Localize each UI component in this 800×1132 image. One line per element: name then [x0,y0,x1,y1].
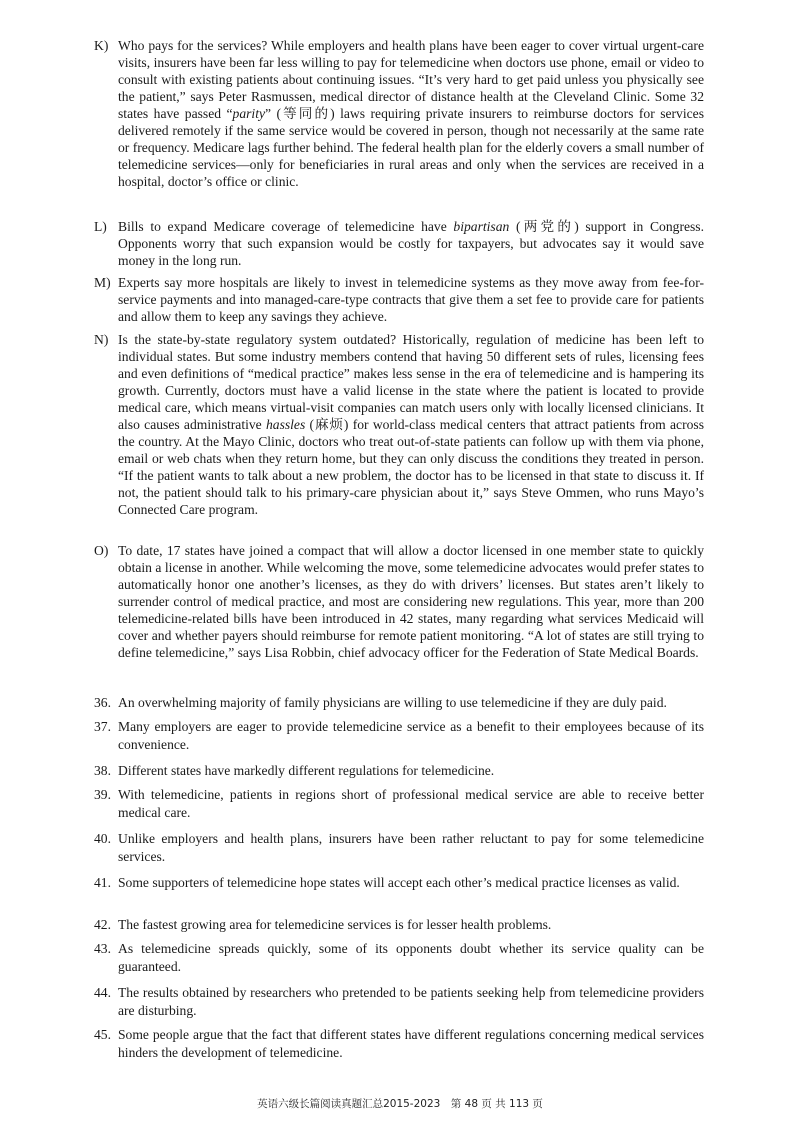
passage-paragraph [94,542,704,661]
question-item [94,718,704,753]
passage-paragraph [94,274,704,325]
paragraph-text: To date, 17 states have joined a compact that will allow a doctor licensed in one member state to quickly obtain a license in another. While welcoming the move, some telemedicine advocates would prefer states to automatically honor one another’s licenses, as they do with drivers’ licenses. But states aren’t likely to surrender control of medical practice, and most are considering new regulations. This year, more than 200 telemedicine-related bills have been introduced in 42 states, many regarding what services Medicaid will cover and whether payers should reimburse for remote patient monitoring. “A lot of states are still trying to define telemedicine,” says Lisa Robbin, chief advocacy officer for the Federation of State Medical Boards. [118,543,704,660]
passage-paragraph [94,331,704,518]
passage-paragraph [94,218,704,269]
question-item [94,916,704,934]
question-item [94,1026,704,1061]
question-text: Some supporters of telemedicine hope states will accept each other’s medical practice licenses as valid. [118,875,680,890]
paragraph-text: (两党的) support in Congress. Opponents worry that such expansion would be costly for taxpayers, but advocates say it would save money in the long run. [118,219,704,268]
paragraph-label: N) [94,332,109,347]
question-text: Unlike employers and health plans, insurers have been rather reluctant to pay for some telemedicine services. [118,831,704,864]
question-number: 43. [94,941,111,956]
question-number: 38. [94,763,111,778]
question-number: 44. [94,985,111,1000]
question-text: Different states have markedly different regulations for telemedicine. [118,763,495,778]
page-footer: 英语六级长篇阅读真题汇总2015-2023 第 48 页 共 113 页 [257,1098,543,1110]
paragraph-label: L) [94,219,107,234]
question-text: The results obtained by researchers who pretended to be patients seeking help from telemedicine providers are disturbing. [118,985,704,1018]
passage-paragraph [94,37,704,190]
question-text: The fastest growing area for telemedicine services is for lesser health problems. [118,917,552,932]
question-number: 37. [94,719,111,734]
paragraph-text: Who pays for the services? While employers and health plans have been eager to cover virtual urgent-care visits, insurers have been far less willing to pay for telemedicine when doctors use phone, email or video to consult with existing patients about continuing issues. “It’s very hard to get paid unless you physically see the patient,” says Peter Rasmussen, medical director of distance health at the Cleveland Clinic. Some 32 states have passed “ [118,38,704,121]
paragraph-text: Experts say more hospitals are likely to invest in telemedicine systems as they move away from fee-for-service payments and into managed-care-type contracts that give them a set fee to provide care for patients and allow them to keep any savings they achieve. [118,275,704,324]
question-number: 40. [94,831,111,846]
question-text: With telemedicine, patients in regions short of professional medical service are able to receive better medical care. [118,787,704,820]
paragraph-text: Is the state-by-state regulatory system outdated? Historically, regulation of medicine has been left to individual states. But some industry members contend that having 50 different sets of rules, licensing fees and even definitions of “medical practice” makes less sense in the era of telemedicine and is hampering its growth. Currently, doctors must have a valid license in the state where the patient is located to provide medical care, which means virtual-visit companies can match users only with locally licensed clinicians. It also causes administrative [118,332,704,432]
question-number: 39. [94,787,111,802]
question-item [94,830,704,865]
paragraph-text: (麻烦) for world-class medical centers that attract patients from across the country. At the Mayo Clinic, doctors who treat out-of-state patients can follow up with them via phone, email or web chats when they return home, but they can only discuss the conditions they treated in person. “If the patient wants to talk about a new problem, the doctor has to be licensed in that state to discuss it. If not, the patient should talk to his primary-care physician about it,” says Steve Ommen, who runs Mayo’s Connected Care program. [118,417,704,517]
paragraph-label: M) [94,275,111,290]
question-item [94,694,704,712]
paragraph-text: Bills to expand Medicare coverage of telemedicine have [118,219,454,234]
italic-term: hassles [265,417,306,432]
italic-term: bipartisan [453,219,510,234]
paragraph-text: ” (等同的) laws requiring private insurers to reimburse doctors for services delivered remotely if the same service would be covered in person, though not necessarily at the same rate or frequency. Medicare lags further behind. The federal health plan for the elderly covers a small number of telemedicine services—only for beneficiaries in rural areas and only when the services are received in a hospital, doctor’s office or clinic. [118,106,704,189]
question-number: 41. [94,875,111,890]
question-text: As telemedicine spreads quickly, some of its opponents doubt whether its service quality can be guaranteed. [118,941,704,974]
question-item [94,874,704,892]
question-item [94,786,704,821]
paragraph-label: K) [94,38,109,53]
paragraph-label: O) [94,543,109,558]
question-text: Many employers are eager to provide telemedicine service as a benefit to their employees because of its convenience. [118,719,704,752]
italic-term: parity [232,106,266,121]
question-number: 36. [94,695,111,710]
question-number: 42. [94,917,111,932]
question-text: Some people argue that the fact that different states have different regulations concerning medical services hinders the development of telemedicine. [118,1027,704,1060]
question-item [94,762,704,780]
question-item [94,984,704,1019]
question-item [94,940,704,975]
question-number: 45. [94,1027,111,1042]
question-text: An overwhelming majority of family physicians are willing to use telemedicine if they are duly paid. [118,695,667,710]
